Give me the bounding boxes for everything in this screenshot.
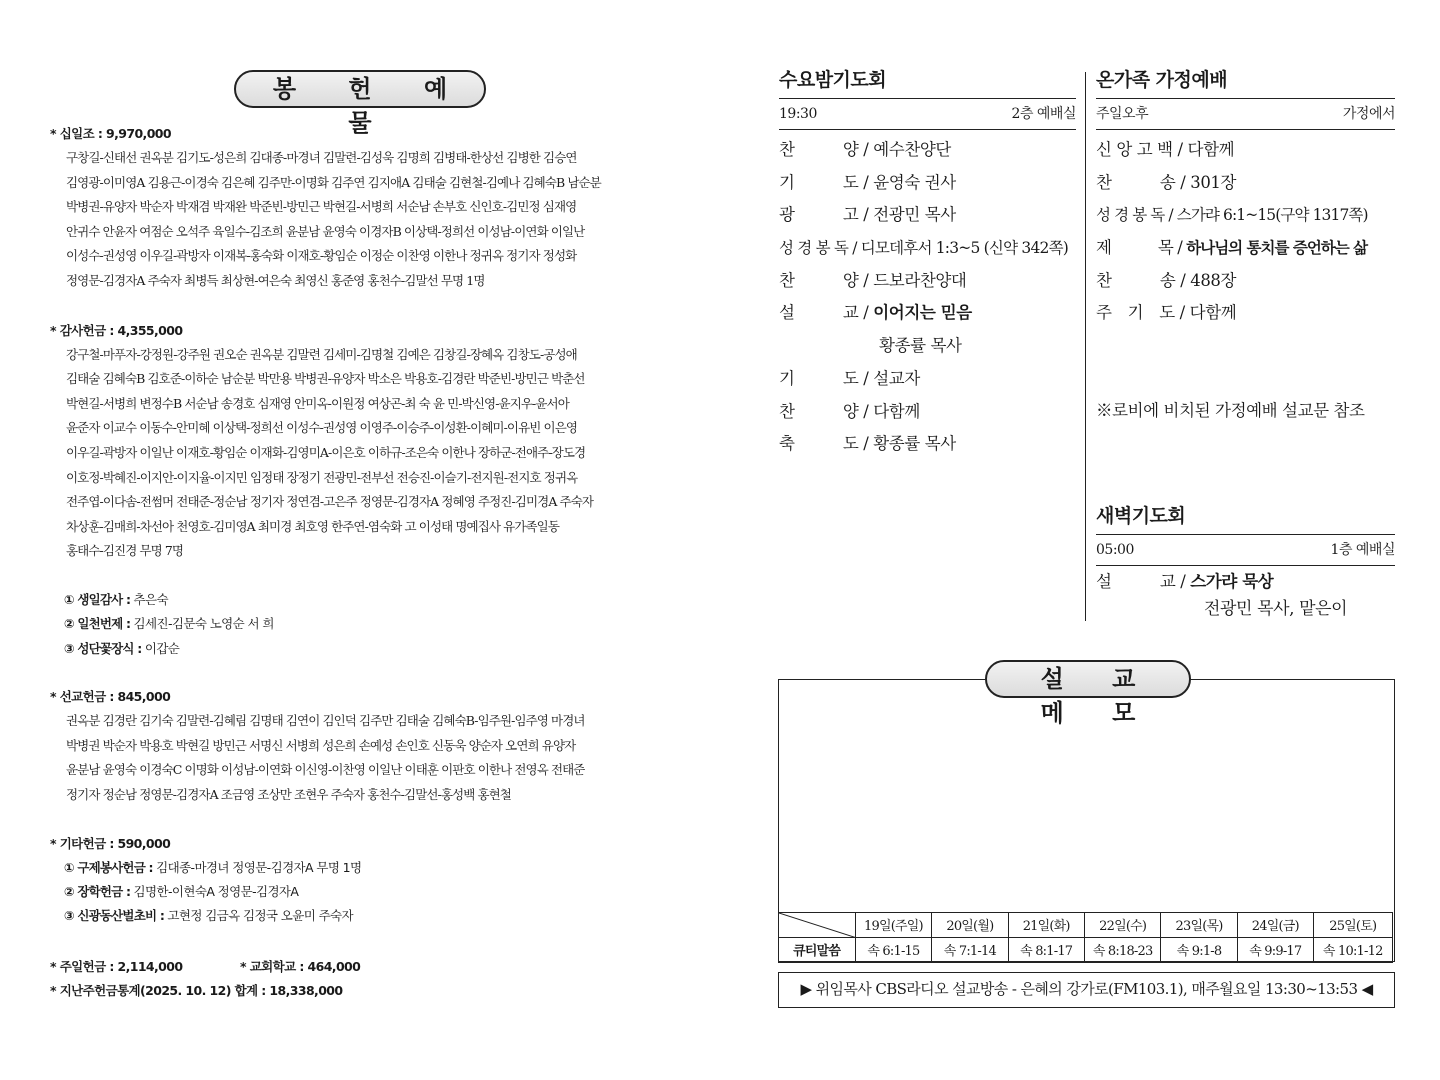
order-item: 찬 송 / 301장 (1096, 172, 1237, 192)
name-line: 이우길-곽방자 이일난 이재호-황임순 이재화-김영미A-이은호 이하규-조은숙 이한나 장하군-전애주-장도경 (66, 444, 586, 460)
thousand-offering: ② 일천번제 : 김세진-김문숙 노영순 서 희 (64, 616, 274, 632)
name-line: 이성수-권성영 이우길-곽방자 이재복-홍숙화 이재호-황임순 이정순 이찬영 이한나 정귀옥 정기자 정성화 (66, 248, 577, 264)
offering-title: 봉 헌 예 물 (234, 70, 486, 108)
qt-day: 20일(월) (932, 912, 1008, 937)
name-line: 김영광-이미영A 김용근-이경숙 김은혜 김주만-이명화 김주연 김지애A 김태술 김현철-김예나 김혜숙B 남순분 (66, 174, 601, 190)
family-title: 온가족 가정예배 (1096, 69, 1228, 91)
altar-flowers: ③ 성단꽃장식 : 이갑순 (64, 640, 180, 656)
order-item: 찬 양 / 예수찬양단 (779, 140, 951, 159)
order-item: 광 고 / 전광민 목사 (779, 205, 956, 225)
dawn-time: 05:00 (1096, 542, 1134, 558)
qt-day: 21일(화) (1008, 912, 1084, 937)
sunday-offering: * 주일헌금 : 2,114,000 (50, 958, 183, 974)
dawn-place: 1층 예배실 (1330, 542, 1395, 558)
name-line: 전주엽-이다솜-전썸머 전태준-정순남 정기자 정연겸-고은주 정영문-김경자A 정혜영 주정진-김미경A 주숙자 (66, 494, 594, 510)
other-heading: * 기타헌금 : 590,000 (50, 835, 171, 851)
dawn-prayer (1096, 502, 1395, 622)
qt-day: 25일(토) (1313, 912, 1392, 937)
dawn-preacher: 전광민 목사, 맡은이 (1204, 599, 1348, 619)
qt-passage: 속 9:1-8 (1161, 937, 1237, 962)
qt-passage: 속 8:18-23 (1084, 937, 1161, 962)
birthday-thanks: ① 생일감사 : 추은숙 (64, 591, 168, 607)
qt-label: 큐티말씀 (778, 937, 855, 962)
family-note: ※로비에 비치된 가정예배 설교문 참조 (1096, 401, 1365, 421)
qt-day: 22일(수) (1084, 912, 1161, 937)
qt-table (778, 912, 1393, 963)
tithe-section (50, 122, 660, 294)
topic-title: 하나님의 통치를 증언하는 삶 (1186, 239, 1368, 258)
wednesday-place: 2층 예배실 (1011, 106, 1076, 122)
sermon-title: 이어지는 믿음 (873, 303, 972, 323)
order-item: 기 도 / 설교자 (779, 368, 920, 388)
name-line: 김태술 김혜숙B 김호준-이하순 남순분 박만용 박병권-유양자 박소은 박용호-김경란 박준빈-방민근 박춘선 (66, 371, 585, 387)
other-section (50, 832, 660, 929)
name-line: 구창길-신태선 권옥분 김기도-성은희 김대종-마경녀 김말련-김성욱 김명희 김병태-한상선 김병한 김승연 (66, 150, 577, 165)
name-line: 박병권 박순자 박용호 박현길 방민근 서명신 서병희 성은희 손예성 손인호 신동욱 양순자 오연희 유양자 (66, 737, 576, 753)
wednesday-meta (779, 98, 1076, 130)
name-line: 박현길-서병희 변정수B 서순남 송경호 심재영 안미옥-이원정 여상곤-최 숙 윤 민-박신영-윤지우-윤서아 (66, 395, 569, 411)
qt-passage: 속 8:1-17 (1008, 937, 1084, 962)
qt-day: 24일(금) (1237, 912, 1313, 937)
radio-broadcast-banner: ▶ 위임목사 CBS라디오 설교방송 - 은혜의 강가로(FM103.1), 매주월요일 13:30~13:53 ◀ (778, 972, 1395, 1008)
scholarship-offering: ② 장학헌금 : 김명한-이현숙A 정영문-김경자A (64, 883, 299, 899)
tithe-heading: * 십일조 : 9,970,000 (50, 126, 171, 141)
wednesday-service (779, 66, 1076, 461)
sunday-school-totals (50, 955, 660, 979)
sermon-memo-box[interactable] (778, 665, 1395, 962)
name-line: 차상훈-김매희-차선아 천영호-김미영A 최미경 최호영 한주연-염숙화 고 이성태 명예집사 유가족일동 (66, 518, 560, 534)
grave-mowing-offering: ③ 신광동산벌초비 : 고현정 김금옥 김정국 오윤미 주숙자 (64, 908, 354, 924)
order-item: 축 도 / 황종률 목사 (779, 434, 956, 454)
preacher: 황종률 목사 (879, 336, 962, 356)
mission-heading: * 선교헌금 : 845,000 (50, 689, 171, 705)
wednesday-time: 19:30 (779, 106, 817, 122)
qt-days-row (778, 912, 1392, 937)
qt-passages-row (778, 937, 1392, 962)
qt-day: 19일(주일) (855, 912, 932, 937)
name-line: 이호정-박혜진-이지안-이지율-이지민 임정태 장정기 전광민-전부선 전승진-이슬기-전지원-전지호 정귀옥 (66, 469, 578, 485)
mission-names (50, 709, 660, 807)
relief-offering: ① 구제봉사헌금 : 김대종-마경녀 정영문-김경자A 무명 1명 (64, 859, 362, 875)
name-line: 안귀수 안윤자 여점순 오석주 육일수-김조희 윤분남 윤영숙 이경자B 이상택-정희선 이성남-이연화 이일난 (66, 223, 585, 239)
dawn-meta (1096, 534, 1395, 566)
qt-passage: 속 6:1-15 (855, 937, 932, 962)
wednesday-title: 수요밤기도회 (779, 69, 887, 91)
order-item: 성 경 봉 독 / 스가랴 6:1~15(구약 1317쪽) (1096, 206, 1368, 225)
name-line: 윤분남 윤영숙 이경숙C 이명화 이성남-이연화 이신영-이찬영 이일난 이태훈 이판호 이한나 전영옥 전태준 (66, 762, 585, 778)
dawn-sermon: 설 교 / 스가랴 묵상 (1096, 572, 1274, 591)
name-line: 정영문-김경자A 주숙자 최병득 최상현-여은숙 최영신 홍준영 홍천수-김말선 무명 1명 (66, 272, 485, 288)
tithe-names (50, 146, 660, 294)
order-item: 찬 송 / 488장 (1096, 270, 1237, 290)
qt-passage: 속 7:1-14 (932, 937, 1008, 962)
order-item: 찬 양 / 다함께 (779, 401, 920, 421)
family-time: 주일오후 (1096, 106, 1149, 122)
order-item: 성 경 봉 독 / 디모데후서 1:3~5 (신약 342쪽) (779, 239, 1068, 258)
dawn-sermon-title: 스가랴 묵상 (1190, 572, 1274, 591)
name-line: 박병권-유양자 박순자 박재겸 박재완 박준빈-방민근 박현길-서병희 서순남 손부호 신인호-김민정 심재영 (66, 199, 577, 215)
qt-passage: 속 10:1-12 (1313, 937, 1392, 962)
last-week-stats: * 지난주헌금통계(2025. 10. 12) 합계 : 18,338,000 (50, 982, 343, 998)
qt-corner-cell (778, 912, 855, 937)
order-item: 주 기 도 / 다함께 (1096, 303, 1237, 323)
qt-day: 23일(목) (1161, 912, 1237, 937)
name-line: 윤준자 이교수 이동수-안미혜 이상택-정희선 이성수-권성영 이영주-이승주-이성환-이혜미-이유빈 이은영 (66, 420, 578, 436)
family-place: 가정에서 (1342, 106, 1395, 122)
column-divider (1085, 72, 1086, 621)
order-item-topic: 제 목 / 하나님의 통치를 증언하는 삶 (1096, 238, 1368, 258)
order-item: 신 앙 고 백 / 다함께 (1096, 140, 1235, 159)
order-item: 기 도 / 윤영숙 권사 (779, 172, 956, 192)
mission-section (50, 685, 660, 807)
name-line: 강구철-마푸자-강정원-강주원 권오순 권옥분 김말련 김세미-김명철 김예은 김창길-장혜옥 김창도-공성애 (66, 346, 577, 362)
order-item-sermon: 설 교 / 이어지는 믿음 (779, 303, 972, 323)
family-meta (1096, 98, 1395, 130)
dawn-title: 새벽기도회 (1096, 505, 1186, 527)
name-line: 홍태수-김진경 무명 7명 (66, 543, 184, 559)
thanks-section (50, 319, 660, 662)
offering-panel (50, 70, 660, 1003)
qt-passage: 속 9:9-17 (1237, 937, 1313, 962)
name-line: 정기자 정순남 정영문-김경자A 조금영 조상만 조현우 주숙자 홍천수-김말선-홍성백 홍현철 (66, 786, 511, 802)
diagonal-line (779, 913, 857, 938)
church-school-offering: * 교회학교 : 464,000 (240, 958, 361, 974)
family-worship (1096, 66, 1395, 428)
name-line: 권옥분 김경란 김기숙 김말련-김혜림 김명태 김연이 김인덕 김주만 김태술 김혜숙B-임주원-임주영 마경녀 (66, 713, 585, 729)
memo-title: 설 교 메 모 (985, 660, 1191, 698)
thanks-names (50, 343, 660, 564)
order-item: 찬 양 / 드보라찬양대 (779, 270, 967, 290)
thanks-heading: * 감사헌금 : 4,355,000 (50, 322, 183, 338)
